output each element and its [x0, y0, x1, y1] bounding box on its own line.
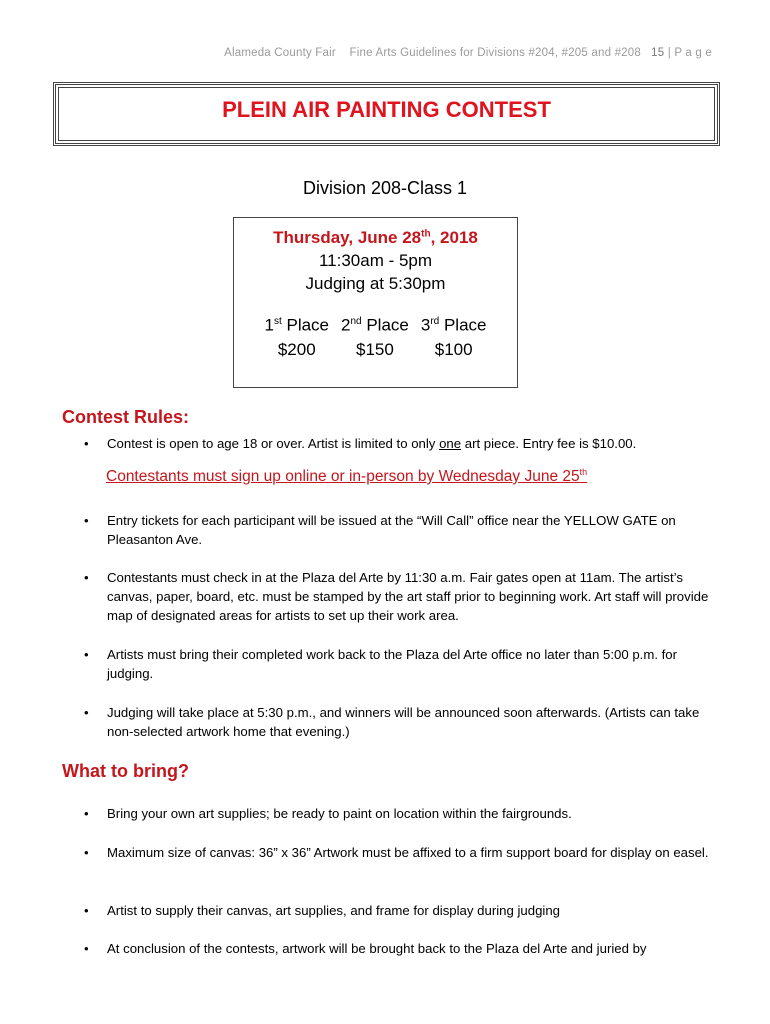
rule-item	[84, 645, 724, 683]
rule-text: art piece. Entry fee is $10.00.	[461, 436, 637, 451]
header-separator: |	[667, 47, 671, 59]
prize-rank: 2	[341, 315, 351, 335]
division-label: Division 208-Class 1	[302, 178, 468, 198]
signup-text: Contestants must sign up online or in-person by Wednesday June 25	[106, 468, 580, 486]
prize-rank: 3	[420, 315, 431, 335]
prize-third	[421, 310, 487, 362]
rule-text: Contestants must check in at the Plaza del Arte by 11:30 a.m. Fair gates open at 11am. The artist’s canvas, paper, board, etc. must be stamped by the art staff prior to beginning work. Art staff will provide map of designated areas for artists to set up their work area.	[107, 570, 709, 623]
bullet-icon: •	[84, 513, 89, 528]
bullet-icon: •	[84, 705, 89, 720]
header-fair-name: Alameda County Fair	[224, 47, 336, 59]
contest-date	[234, 228, 517, 248]
bring-text: At conclusion of the contests, artwork will be brought back to the Plaza del Arte and juried by	[107, 941, 647, 956]
date-suffix: th	[421, 228, 431, 240]
contest-time: 11:30am - 5pm	[318, 251, 433, 270]
bring-item	[84, 939, 724, 958]
rule-emphasis: one	[439, 436, 462, 451]
prize-list	[234, 310, 517, 362]
prize-amount: $200	[277, 339, 316, 359]
header-page-word: P a g e	[674, 47, 712, 59]
bullet-icon: •	[84, 436, 89, 451]
rule-text: Entry tickets for each participant will be issued at the “Will Call” office near the YELLOW GATE on Pleasanton Ave.	[107, 513, 676, 547]
bring-item	[84, 843, 724, 862]
rule-item	[84, 434, 724, 453]
contest-rules-heading: Contest Rules:	[62, 407, 190, 427]
title-box	[53, 82, 720, 146]
prize-rank-suffix: st	[273, 316, 282, 327]
contest-info-box	[233, 217, 518, 388]
bullet-icon: •	[84, 570, 89, 585]
rule-text: Artists must bring their completed work back to the Plaza del Arte office no later than 5:00 p.m. for judging.	[107, 647, 678, 681]
what-to-bring-heading: What to bring?	[62, 761, 189, 781]
signup-suffix: th	[579, 467, 588, 477]
rule-item	[84, 703, 724, 741]
header-guidelines: Fine Arts Guidelines for Divisions #204, #205 and #208	[349, 47, 641, 59]
page-title: PLEIN AIR PAINTING CONTEST	[222, 97, 551, 122]
prize-rank: 1	[264, 315, 274, 335]
judging-time: Judging at 5:30pm	[305, 274, 446, 293]
prize-second	[341, 310, 409, 362]
bullet-icon: •	[84, 903, 89, 918]
page-header	[224, 47, 712, 59]
bullet-icon: •	[84, 845, 89, 860]
bring-text: Bring your own art supplies; be ready to paint on location within the fairgrounds.	[107, 806, 572, 821]
bullet-icon: •	[84, 806, 89, 821]
prize-label: Place	[439, 315, 487, 335]
prize-amount: $150	[356, 339, 394, 359]
prize-label: Place	[361, 315, 409, 335]
rule-text: Contest is open to age 18 or over. Artist is limited to only	[107, 436, 440, 451]
signup-deadline	[106, 467, 587, 486]
bullet-icon: •	[84, 941, 89, 956]
rule-item	[84, 568, 724, 625]
rule-text: Judging will take place at 5:30 p.m., and winners will be announced soon afterwards. (Artists can take non-selected artwork home that evening.)	[107, 705, 700, 739]
prize-label: Place	[281, 315, 330, 335]
date-year: , 2018	[430, 228, 478, 247]
bring-text: Maximum size of canvas: 36” x 36” Artwork must be affixed to a firm support board for display on easel.	[107, 845, 709, 860]
header-page-number: 15	[651, 47, 665, 59]
prize-first	[265, 310, 330, 362]
prize-rank-suffix: rd	[430, 316, 440, 327]
date-main: Thursday, June 28	[273, 228, 422, 247]
bring-text: Artist to supply their canvas, art supplies, and frame for display during judging	[107, 903, 561, 918]
rule-item	[84, 511, 724, 549]
prize-amount: $100	[434, 339, 473, 359]
bring-item	[84, 804, 724, 823]
prize-rank-suffix: nd	[350, 316, 362, 327]
bullet-icon: •	[84, 647, 89, 662]
bring-item	[84, 901, 724, 920]
